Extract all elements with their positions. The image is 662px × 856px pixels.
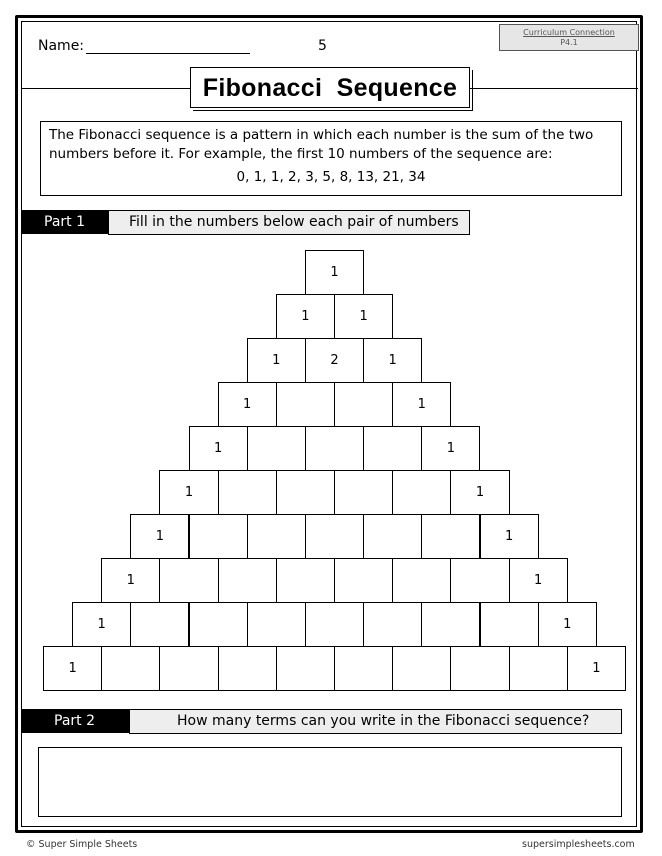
pyramid-cell[interactable]	[305, 426, 364, 471]
pyramid-cell[interactable]	[450, 558, 509, 603]
pyramid-cell[interactable]	[305, 514, 364, 559]
pyramid-cell: 1	[43, 646, 102, 691]
pyramid-cell[interactable]	[421, 602, 480, 647]
page-title: Fibonacci Sequence	[190, 67, 470, 108]
pyramid-cell[interactable]	[392, 470, 451, 515]
pyramid-cell[interactable]	[218, 646, 277, 691]
pyramid-cell[interactable]	[218, 558, 277, 603]
pyramid-cell[interactable]	[480, 602, 539, 647]
curriculum-connection-code: P4.1	[560, 38, 578, 47]
pyramid-cell[interactable]	[334, 470, 393, 515]
footer-copyright: © Super Simple Sheets	[26, 839, 138, 850]
pyramid-cell: 1	[276, 294, 335, 339]
pyramid-cell[interactable]	[421, 514, 480, 559]
pyramid-cell[interactable]	[276, 470, 335, 515]
pyramid-cell: 1	[363, 338, 422, 383]
pyramid-cell[interactable]	[363, 602, 422, 647]
part1-instruction: Fill in the numbers below each pair of numbers	[108, 210, 470, 235]
pyramid-cell[interactable]	[247, 602, 306, 647]
pyramid-cell: 1	[159, 470, 218, 515]
pyramid-cell[interactable]	[189, 514, 248, 559]
pyramid-cell[interactable]	[450, 646, 509, 691]
pyramid-cell[interactable]	[247, 514, 306, 559]
pyramid-cell[interactable]	[130, 602, 189, 647]
pyramid-cell: 1	[247, 338, 306, 383]
pyramid-cell: 1	[421, 426, 480, 471]
pyramid-cell: 1	[189, 426, 248, 471]
pyramid-cell[interactable]	[159, 646, 218, 691]
answer-box[interactable]	[38, 747, 622, 817]
pyramid-cell: 1	[101, 558, 160, 603]
curriculum-connection-title: Curriculum Connection	[523, 28, 615, 37]
pyramid-cell[interactable]	[101, 646, 160, 691]
pyramid-cell[interactable]	[276, 382, 335, 427]
pyramid-cell[interactable]	[218, 470, 277, 515]
pyramid-cell: 1	[305, 250, 364, 295]
pyramid-cell[interactable]	[509, 646, 568, 691]
name-label: Name:	[38, 38, 85, 54]
pyramid-cell[interactable]	[189, 602, 248, 647]
title-rule-right	[470, 88, 638, 89]
pyramid-cell[interactable]	[334, 646, 393, 691]
pyramid-cell: 1	[538, 602, 597, 647]
pyramid-cell[interactable]	[276, 558, 335, 603]
intro-text: The Fibonacci sequence is a pattern in which each number is the sum of the two numbers before it. For example, the first 10 numbers of the sequence are:	[49, 127, 594, 162]
pyramid-cell[interactable]	[247, 426, 306, 471]
part2-label: Part 2	[22, 709, 129, 733]
part2-instruction: How many terms can you write in the Fibonacci sequence?	[129, 709, 622, 734]
pyramid-cell[interactable]	[305, 602, 364, 647]
pyramid-cell[interactable]	[392, 558, 451, 603]
page-number: 5	[318, 38, 327, 54]
part1-label: Part 1	[22, 210, 108, 234]
pyramid-cell: 2	[305, 338, 364, 383]
pyramid-cell[interactable]	[363, 426, 422, 471]
title-rule-left	[22, 88, 190, 89]
pyramid-cell: 1	[450, 470, 509, 515]
pyramid-cell: 1	[480, 514, 539, 559]
intro-sequence: 0, 1, 1, 2, 3, 5, 8, 13, 21, 34	[236, 169, 426, 185]
footer-website: supersimplesheets.com	[522, 839, 635, 850]
pyramid-cell[interactable]	[276, 646, 335, 691]
pyramid-cell: 1	[392, 382, 451, 427]
pyramid-cell[interactable]	[334, 558, 393, 603]
pyramid-cell: 1	[334, 294, 393, 339]
pyramid-cell[interactable]	[363, 514, 422, 559]
pyramid-cell[interactable]	[392, 646, 451, 691]
pyramid-cell[interactable]	[159, 558, 218, 603]
pyramid-cell: 1	[72, 602, 131, 647]
name-field[interactable]	[86, 53, 250, 54]
pyramid-cell[interactable]	[334, 382, 393, 427]
pyramid-cell: 1	[218, 382, 277, 427]
intro-box	[40, 121, 622, 196]
pyramid-cell: 1	[509, 558, 568, 603]
pyramid-cell: 1	[567, 646, 626, 691]
curriculum-connection-badge	[499, 24, 639, 51]
pyramid-cell: 1	[130, 514, 189, 559]
